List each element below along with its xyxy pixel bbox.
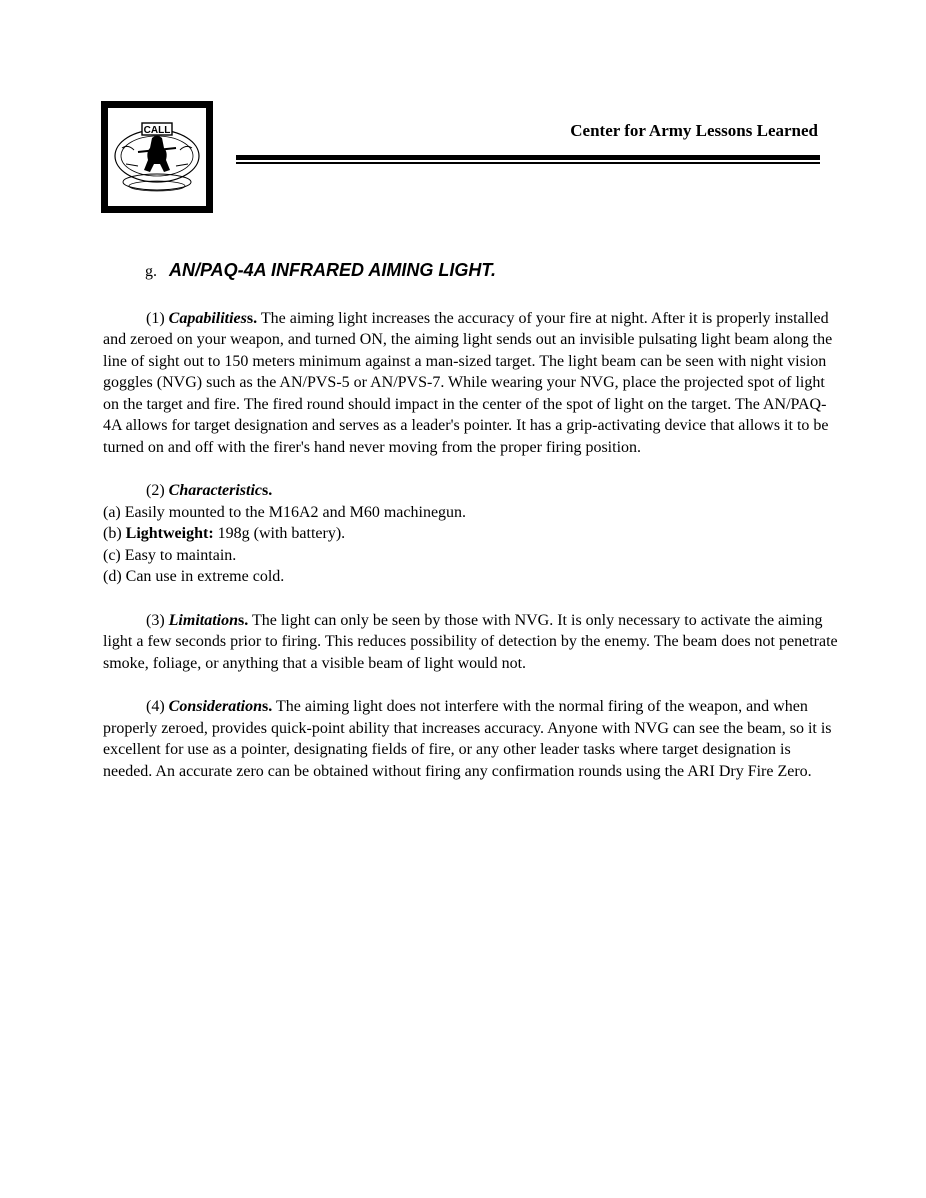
characteristics-heading-line bbox=[103, 480, 843, 502]
call-logo-emblem bbox=[108, 108, 206, 206]
list-item-label: (a) bbox=[103, 503, 121, 521]
capabilities-heading-suffix: s. bbox=[246, 309, 258, 327]
header-rule-thin bbox=[236, 162, 820, 164]
capabilities-number: (1) bbox=[146, 309, 165, 327]
limitations-number: (3) bbox=[146, 611, 165, 629]
list-item-label: (b) bbox=[103, 525, 122, 542]
list-item-text: Easily mounted to the M16A2 and M60 machinegun. bbox=[124, 503, 467, 521]
list-item-label: (c) bbox=[103, 546, 121, 564]
considerations-number: (4) bbox=[146, 698, 165, 715]
header-rule-thick bbox=[236, 155, 820, 160]
list-item bbox=[103, 502, 843, 524]
section-heading: AN/PAQ-4A INFRARED AIMING LIGHT. bbox=[169, 260, 496, 280]
logo-text: CALL bbox=[143, 125, 171, 136]
list-item bbox=[103, 523, 843, 545]
capabilities-heading: Capabilities bbox=[168, 309, 247, 327]
capabilities-paragraph bbox=[103, 308, 843, 459]
considerations-paragraph bbox=[103, 696, 843, 782]
section-letter: g. bbox=[145, 263, 157, 280]
considerations-heading-suffix: s. bbox=[262, 698, 273, 715]
considerations-text: The aiming light does not interfere with the normal firing of the weapon, and when properly zeroed, provides quick-point ability that increases accuracy. Anyone with NVG can see the beam, so it is excellent for use as a pointer, designating fields of fire, or any other leader tasks where target designation is needed. An accurate zero can be obtained without firing any confirmation rounds using the ARI Dry Fire Zero. bbox=[103, 698, 832, 780]
list-item bbox=[103, 566, 843, 588]
list-item-bold-label: Lightweight: bbox=[125, 525, 214, 542]
characteristics-heading: Characteristic bbox=[168, 482, 262, 499]
characteristics-number: (2) bbox=[146, 482, 165, 499]
characteristics-heading-suffix: s. bbox=[262, 482, 273, 499]
list-item-label: (d) bbox=[103, 568, 122, 585]
limitations-paragraph bbox=[103, 610, 843, 675]
limitations-text: The light can only be seen by those with NVG. It is only necessary to activate the aiming light a few seconds prior to firing. This reduces possibility of detection by the enemy. The beam does not penetrate smoke, foliage, or anything that a visible beam of light would not. bbox=[103, 611, 838, 672]
organization-name: Center for Army Lessons Learned bbox=[570, 121, 818, 140]
capabilities-text: The aiming light increases the accuracy of your fire at night. After it is properly installed and zeroed on your weapon, and turned ON, the aiming light sends out an invisible pulsating light beam along the line of sight out to 150 meters minimum against a man-sized target. The light beam can be seen with night vision goggles (NVG) such as the AN/PVS-5 or AN/PVS-7. While wearing your NVG, place the projected spot of light on the target and fire. The fired round should impact in the center of the spot of light on the target. The AN/PAQ-4A allows for target designation and serves as a leader's pointer. It has a grip-activating device that allows it to be turned on and off with the firer's hand never moving from the proper firing position. bbox=[103, 309, 833, 456]
considerations-heading: Consideration bbox=[168, 698, 263, 715]
limitations-heading-suffix: s. bbox=[238, 611, 249, 629]
document-body bbox=[103, 260, 843, 804]
characteristics-block bbox=[103, 480, 843, 588]
list-item-text: 198g (with battery). bbox=[217, 525, 346, 542]
limitations-heading: Limitation bbox=[168, 611, 238, 629]
soldier-emblem-icon bbox=[108, 108, 206, 206]
list-item-text: Easy to maintain. bbox=[124, 546, 237, 564]
section-title bbox=[103, 260, 843, 283]
list-item-text: Can use in extreme cold. bbox=[125, 568, 285, 585]
list-item bbox=[103, 545, 843, 567]
call-logo bbox=[101, 101, 213, 213]
